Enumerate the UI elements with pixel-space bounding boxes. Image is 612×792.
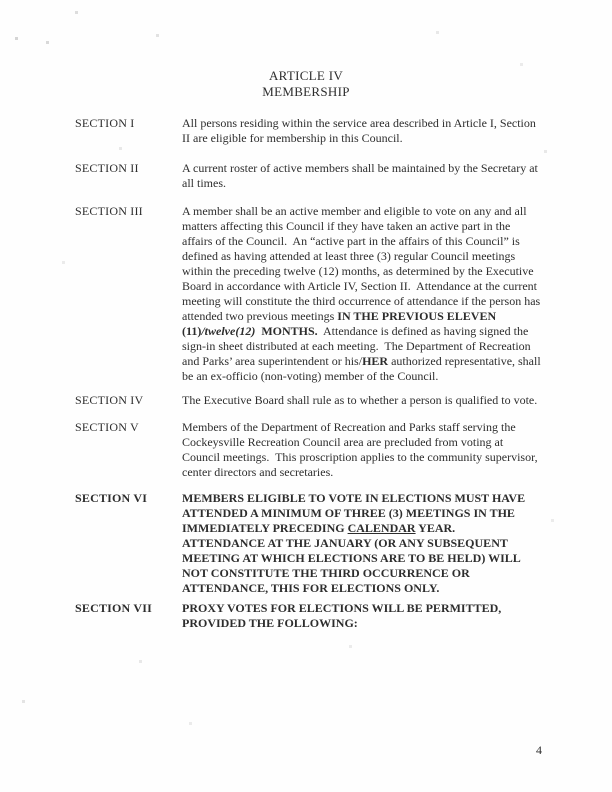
text-line <box>182 506 572 521</box>
text-line <box>182 249 572 264</box>
text-run: sign-in sheet distributed at each meeting. The Department of Recreation <box>182 339 531 353</box>
text-line <box>182 204 572 219</box>
text-run: IMMEDIATELY PRECEDING <box>182 521 348 535</box>
text-line <box>182 354 572 369</box>
text-run: Board in accordance with Article IV, Section II. Attendance at the current <box>182 279 537 293</box>
text-run: NOT CONSTITUTE THE THIRD OCCURRENCE OR <box>182 566 470 580</box>
text-run: A member shall be an active member and eligible to vote on any and all <box>182 204 527 218</box>
text-line <box>182 219 572 234</box>
text-run: All persons residing within the service area described in Article I, Section <box>182 116 536 130</box>
text-line <box>182 521 572 536</box>
text-run: matters affecting this Council if they have taken an active part in the <box>182 219 511 233</box>
text-run: be an ex-officio (non-voting) member of the Council. <box>182 369 439 383</box>
text-line <box>182 435 572 450</box>
section-label: SECTION III <box>75 204 143 218</box>
text-run: MONTHS. <box>261 324 318 338</box>
text-run: ATTENDANCE AT THE JANUARY (OR ANY SUBSEQUENT <box>182 536 508 550</box>
section-body <box>182 116 572 146</box>
section-label: SECTION V <box>75 420 139 434</box>
text-run: Attendance is defined as having signed the <box>317 324 529 338</box>
text-run: within the preceding twelve (12) months, as determined by the Executive <box>182 264 534 278</box>
text-line <box>182 450 572 465</box>
text-run: attended two previous meetings <box>182 309 338 323</box>
section-row <box>75 204 612 384</box>
text-line <box>182 566 572 581</box>
text-run: MEETING AT WHICH ELECTIONS ARE TO BE HELD) WILL <box>182 551 521 565</box>
text-line <box>182 131 572 146</box>
text-run: affairs of the Council. An “active part in the affairs of this Council” is <box>182 234 520 248</box>
section-label: SECTION VII <box>75 601 153 615</box>
text-line <box>182 324 572 339</box>
text-run: defined as having attended at least three (3) regular Council meetings <box>182 249 516 263</box>
text-line <box>182 264 572 279</box>
article-title-line1: ARTICLE IV <box>268 68 344 83</box>
text-run: HER <box>362 354 389 368</box>
section-label: SECTION II <box>75 161 139 175</box>
section-row <box>75 393 612 408</box>
article-title <box>0 68 612 99</box>
text-run: II are eligible for membership in this Council. <box>182 131 403 145</box>
section-body <box>182 491 572 596</box>
text-line <box>182 536 572 551</box>
page-number: 4 <box>536 743 542 757</box>
text-run: YEAR. <box>415 521 456 535</box>
section-body <box>182 161 572 191</box>
section-label: SECTION VI <box>75 491 148 505</box>
text-run: IN THE PREVIOUS ELEVEN <box>337 309 497 323</box>
text-line <box>182 176 572 191</box>
section-row <box>75 161 612 191</box>
text-line <box>182 234 572 249</box>
text-run: Cockeysville Recreation Council area are precluded from voting at <box>182 435 504 449</box>
text-run: and Parks’ area superintendent or his/ <box>182 354 363 368</box>
text-run: A current roster of active members shall be maintained by the Secretary at <box>182 161 538 175</box>
section-label: SECTION IV <box>75 393 144 407</box>
text-run: Council meetings. This proscription applies to the community supervisor, <box>182 450 538 464</box>
text-line <box>182 465 572 480</box>
text-line <box>182 339 572 354</box>
text-line <box>182 581 572 596</box>
text-run: The Executive Board shall rule as to whether a person is qualified to vote. <box>182 393 538 407</box>
text-run: all times. <box>182 176 226 190</box>
section-row <box>75 116 612 146</box>
text-run: MEMBERS ELIGIBLE TO VOTE IN ELECTIONS MUST HAVE <box>182 491 526 505</box>
text-run: /twelve(12) <box>201 324 256 338</box>
text-line <box>182 279 572 294</box>
text-line <box>182 551 572 566</box>
text-line <box>182 393 572 408</box>
text-line <box>182 294 572 309</box>
section-body <box>182 420 572 480</box>
section-label: SECTION I <box>75 116 135 130</box>
text-line <box>182 309 572 324</box>
scan-noise-specks <box>0 0 1 1</box>
text-run: authorized representative, shall <box>388 354 541 368</box>
text-run: PROVIDED THE FOLLOWING: <box>182 616 358 630</box>
article-title-line2: MEMBERSHIP <box>262 83 350 99</box>
section-row <box>75 491 612 596</box>
sections-container <box>0 116 612 631</box>
text-line <box>182 161 572 176</box>
text-run: PROXY VOTES FOR ELECTIONS WILL BE PERMITTED, <box>182 601 502 615</box>
text-line <box>182 491 572 506</box>
text-run: ATTENDED A MINIMUM OF THREE (3) MEETINGS IN THE <box>182 506 515 520</box>
text-line <box>182 601 572 616</box>
text-run: CALENDAR <box>347 521 416 535</box>
section-body <box>182 393 572 408</box>
text-line <box>182 116 572 131</box>
section-row <box>75 420 612 480</box>
text-line <box>182 420 572 435</box>
text-line <box>182 616 572 631</box>
text-run: ATTENDANCE, THIS FOR ELECTIONS ONLY. <box>182 581 440 595</box>
text-run: Members of the Department of Recreation and Parks staff serving the <box>182 420 516 434</box>
text-run: center directors and secretaries. <box>182 465 334 479</box>
text-line <box>182 369 572 384</box>
section-body <box>182 204 572 384</box>
section-body <box>182 601 572 631</box>
text-run: meeting will constitute the third occurrence of attendance if the person has <box>182 294 541 308</box>
section-row <box>75 601 612 631</box>
text-run: (11) <box>182 324 202 338</box>
